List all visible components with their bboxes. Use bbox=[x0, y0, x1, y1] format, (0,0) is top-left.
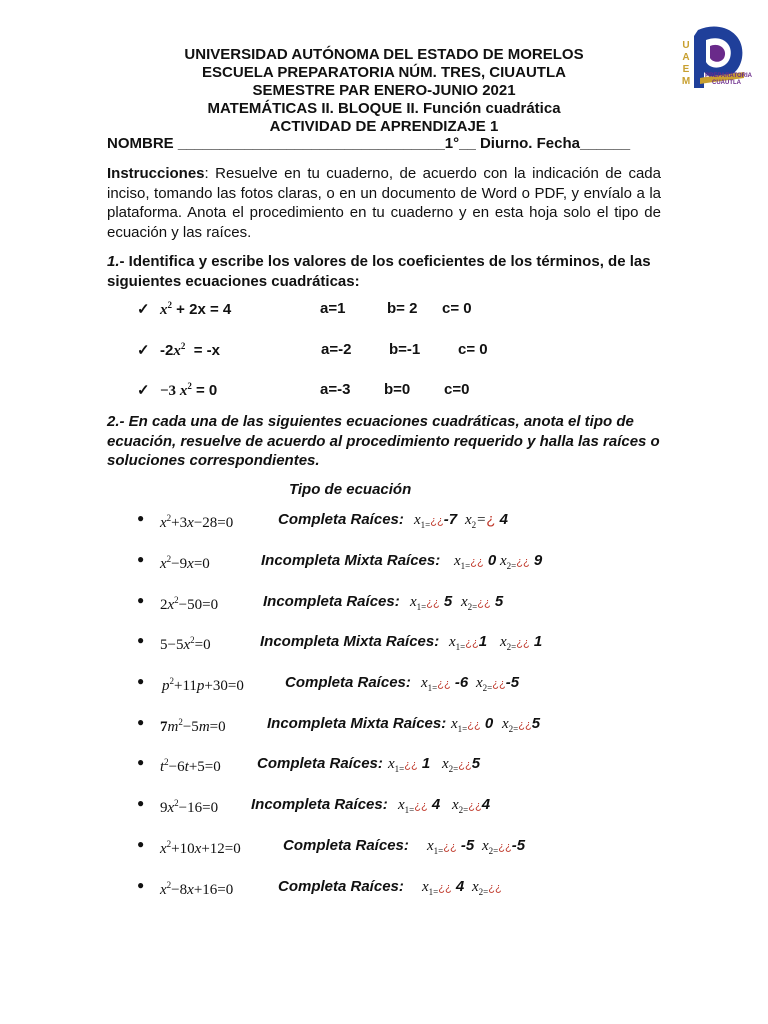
q2-type: Incompleta Mixta Raíces: bbox=[260, 633, 440, 650]
bullet-icon: ● bbox=[137, 715, 145, 729]
root-2: 4 bbox=[495, 511, 508, 528]
q2-equation: $5-5x^2=0$ bbox=[160, 635, 211, 653]
question-1-text: - Identifica y escribe los valores de los coeficientes de los términos, de las siguientes ecuaciones cuadráticas: bbox=[107, 253, 651, 290]
bullet-icon: ● bbox=[137, 837, 145, 851]
root-1: 4 bbox=[427, 796, 441, 813]
question-1 bbox=[107, 252, 661, 291]
coef-a: a=-2 bbox=[321, 341, 352, 358]
q2-equation: $p^2+11p+30=0$ bbox=[162, 676, 244, 694]
bullet-icon: ● bbox=[137, 674, 145, 688]
logo-text-city: CUAUTLA bbox=[712, 80, 741, 86]
q2-equation: $2x^2-50=0$ bbox=[160, 595, 219, 613]
q2-type: Completa Raíces: bbox=[278, 878, 404, 895]
type-header: Tipo de ecuación bbox=[289, 481, 412, 498]
q1-equation: + 2x = 4 bbox=[176, 301, 232, 318]
logo-letter: U bbox=[682, 40, 690, 51]
header-activity: ACTIVIDAD DE APRENDIZAJE 1 bbox=[269, 118, 499, 135]
coef-c: c= 0 bbox=[458, 341, 488, 358]
root-2: 5 bbox=[531, 715, 541, 732]
coef-b: b= 2 bbox=[387, 300, 418, 317]
root-2: -5 bbox=[511, 837, 526, 854]
header-semester: SEMESTRE PAR ENERO-JUNIO 2021 bbox=[252, 82, 516, 99]
coef-c: c=0 bbox=[444, 381, 470, 398]
header-school: ESCUELA PREPARATORIA NÚM. TRES, CIUAUTLA bbox=[202, 64, 566, 81]
root-1: -6 bbox=[450, 674, 469, 691]
bullet-icon: ● bbox=[137, 633, 145, 647]
q2-equation: $t^2-6t+5=0$ bbox=[160, 757, 221, 775]
root-1: 1 bbox=[417, 755, 431, 772]
q2-equation: $9x^2-16=0$ bbox=[160, 798, 219, 816]
q2-type: Incompleta Mixta Raíces: bbox=[267, 715, 447, 732]
bullet-icon: ● bbox=[137, 552, 145, 566]
coef-a: a=1 bbox=[320, 300, 346, 317]
q2-equation: $x^2+3x-28=0$ bbox=[160, 513, 234, 531]
q2-type: Completa Raíces: bbox=[278, 511, 404, 528]
root-1: 1 bbox=[478, 633, 488, 650]
root-2: 9 bbox=[529, 552, 543, 569]
root-2: 1 bbox=[529, 633, 543, 650]
root-1: 0 bbox=[480, 715, 494, 732]
q2-equation: $x^2+10x+12=0$ bbox=[160, 839, 241, 857]
root-2: 4 bbox=[481, 796, 491, 813]
logo-text-prepa: PREPARATORIA bbox=[705, 73, 753, 79]
name-line: NOMBRE ________________________________1°__ Diurno. Fecha______ bbox=[107, 135, 631, 152]
header-university: UNIVERSIDAD AUTÓNOMA DEL ESTADO DE MORELOS bbox=[184, 46, 584, 63]
q1-equation-head: −3 bbox=[160, 383, 177, 399]
root-2: 5 bbox=[471, 755, 481, 772]
bullet-icon: ● bbox=[137, 755, 145, 769]
q2-type: Incompleta Raíces: bbox=[263, 593, 400, 610]
root-1: -5 bbox=[456, 837, 475, 854]
instructions-text: : Resuelve en tu cuaderno, de acuerdo con la indicación de cada inciso, tomando las fotos claras, o en un documento de Word o PDF, y envíalo a la plataforma. Anota el procedimiento en tu cuaderno y en esta hoja solo el tipo de ecuación y las raíces. bbox=[107, 165, 661, 241]
instructions-label: Instrucciones bbox=[107, 165, 205, 182]
header-subject: MATEMÁTICAS II. BLOQUE II. Función cuadrática bbox=[207, 100, 561, 117]
coef-b: b=-1 bbox=[389, 341, 421, 358]
root-2: 5 bbox=[490, 593, 504, 610]
coef-a: a=-3 bbox=[320, 381, 351, 398]
question-2: 2.- En cada una de las siguientes ecuaciones cuadráticas, anota el tipo de ecuación, resuelve de acuerdo al procedimiento requerido y halla las raíces o soluciones correspondientes. bbox=[107, 413, 660, 469]
bullet-icon: ● bbox=[137, 878, 145, 892]
bullet-icon: ● bbox=[137, 796, 145, 810]
checkmark-icon: ✓ bbox=[137, 382, 150, 399]
instructions bbox=[107, 164, 661, 242]
q1-equation: = 0 bbox=[195, 382, 218, 399]
q2-equation: $7m^2-5m=0$ bbox=[160, 717, 226, 735]
q2-type: Incompleta Mixta Raíces: bbox=[261, 552, 441, 569]
root-1: 4 bbox=[451, 878, 465, 895]
checkmark-icon: ✓ bbox=[137, 342, 150, 359]
root-1: -7 bbox=[443, 511, 458, 528]
q2-equation: $x^2-8x+16=0$ bbox=[160, 880, 234, 898]
q1-equation-head: -2 bbox=[160, 342, 174, 359]
logo-letter: E bbox=[682, 64, 690, 75]
q1-equation: = -x bbox=[193, 342, 220, 359]
coef-c: c= 0 bbox=[442, 300, 472, 317]
question-1-number: 1. bbox=[107, 253, 120, 270]
checkmark-icon: ✓ bbox=[137, 301, 150, 318]
coef-b: b=0 bbox=[384, 381, 411, 398]
q2-type: Completa Raíces: bbox=[283, 837, 409, 854]
root-1: 0 bbox=[483, 552, 497, 569]
q2-equation: $x^2-9x=0$ bbox=[160, 554, 210, 572]
root-1: 5 bbox=[439, 593, 453, 610]
logo-letter: A bbox=[682, 52, 690, 63]
bullet-icon: ● bbox=[137, 593, 145, 607]
q2-type: Incompleta Raíces: bbox=[251, 796, 388, 813]
q2-type: Completa Raíces: bbox=[257, 755, 383, 772]
root-2: -5 bbox=[505, 674, 520, 691]
bullet-icon: ● bbox=[137, 511, 145, 525]
q2-type: Completa Raíces: bbox=[285, 674, 411, 691]
logo-letter: M bbox=[681, 76, 691, 87]
